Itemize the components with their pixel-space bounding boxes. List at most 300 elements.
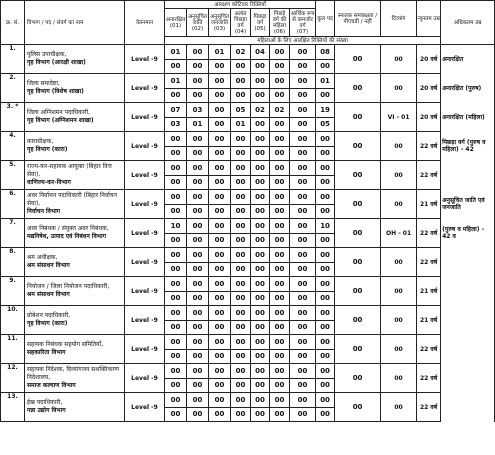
row-cat-value: 00 [270,74,290,89]
category-header-5 [251,9,270,37]
row-total: 00 [316,161,335,176]
row-total: 00 [316,248,335,263]
row-note [441,277,495,306]
row-cat-value: 00 [251,74,270,89]
category-code: (07) [296,28,309,35]
col-max-age-header: अधिकतम उम्र [441,1,495,45]
row-post [25,335,125,364]
row-disability: 00 [381,74,417,103]
row-women-value: 00 [187,89,209,103]
row-cat-value: 00 [187,277,209,292]
women-reservation-note: महिलाओं के लिए आरक्षित रिक्तियों की संख्या [165,37,441,45]
row-serial: 10. [1,306,25,335]
row-women-value: 00 [165,205,187,219]
row-pay-level: Level -9 [125,45,165,74]
category-code: (05) [254,25,266,32]
row-total: 10 [316,219,335,234]
row-women-value: 00 [165,292,187,306]
row-post-name: सहायक निबंधक सहयोग समितियाँ, [27,341,103,348]
row-cat-value: 00 [209,277,231,292]
row-dept-name: निर्वाचन विभाग [27,208,61,215]
row-qualification: 00 [335,306,381,335]
row-dept-name: गृह विभाग (कारा) [27,320,68,327]
row-women-value: 00 [270,321,290,335]
row-serial: 7. [1,219,25,248]
row-dept-name: सहकारिता विभाग [27,349,66,356]
row-women-value: 00 [290,60,316,74]
row-total: 19 [316,103,335,118]
row-women-value: 00 [270,350,290,364]
row-cat-value: 00 [209,219,231,234]
row-women-value: 00 [209,89,231,103]
col-qualification-header: स्नातक समकक्षता / पीएचडी / नहीं [335,1,381,37]
table-row [1,103,495,118]
row-note [441,335,495,364]
row-post-name: ईख पदाधिकारी, [27,399,63,406]
row-disability: 00 [381,306,417,335]
row-qualification: 00 [335,190,381,219]
row-min-age: 20 वर्ष [417,45,441,74]
row-pay-level: Level -9 [125,103,165,132]
row-dept-name: वाणिज्य-कर-विभाग [27,179,71,186]
category-code: (04) [234,28,247,35]
category-header-7 [290,9,316,37]
row-cat-value: 00 [209,335,231,350]
row-post [25,219,125,248]
row-women-value: 00 [187,147,209,161]
row-women-value: 00 [165,147,187,161]
row-cat-value: 00 [165,248,187,263]
row-pay-level: Level -9 [125,190,165,219]
category-code: (02) [191,25,204,32]
category-code: (01) [169,22,182,29]
row-women-total: 00 [316,292,335,306]
category-label: अनुसूचित जाति [187,13,208,26]
row-dept-name: समाज कल्याण विभाग [27,382,76,389]
row-post [25,103,125,132]
row-cat-value: 05 [231,103,251,118]
row-dept-name: गृह विभाग (अग्निशमन शाखा) [27,117,94,124]
row-cat-value: 00 [165,306,187,321]
row-women-value: 00 [187,379,209,393]
row-cat-value: 00 [251,219,270,234]
row-cat-value: 07 [165,103,187,118]
row-pay-level: Level -9 [125,219,165,248]
col-dept-header: विभाग / पद / संवर्ग का नाम [25,1,125,45]
row-women-value: 00 [209,292,231,306]
row-cat-value: 00 [165,393,187,408]
row-cat-value: 03 [187,103,209,118]
col-min-age-header: न्यूनतम उम्र [417,1,441,37]
row-cat-value: 00 [251,132,270,147]
row-women-value: 00 [270,147,290,161]
row-qualification: 00 [335,277,381,306]
row-dept-name: गृह विभाग (आरक्षी शाखा) [27,59,86,66]
row-total: 00 [316,364,335,379]
category-header-2 [187,9,209,37]
row-cat-value: 00 [270,132,290,147]
row-cat-value: 00 [187,248,209,263]
row-cat-value: 00 [270,45,290,60]
row-note [441,248,495,277]
row-total: 00 [316,393,335,408]
col-disability-header: दिव्यांग [381,1,417,37]
row-disability: 00 [381,248,417,277]
row-women-value: 00 [165,263,187,277]
row-post-name: काराधीक्षक, [27,138,54,145]
row-cat-value: 00 [209,190,231,205]
row-women-value: 00 [270,263,290,277]
row-women-value: 00 [187,321,209,335]
col-reservation-header: आरक्षण कोटिवार रिक्तियाँ [165,1,316,9]
table-row [1,190,495,205]
row-women-value: 00 [290,176,316,190]
row-post-name: नियोजन / जिला नियोजन पदाधिकारी, [27,283,110,290]
row-pay-level: Level -9 [125,306,165,335]
category-label: पिछड़े वर्ग की महिला [272,10,287,29]
row-post [25,277,125,306]
row-dept-name: गृह विभाग (विशेष शाखा) [27,88,84,95]
row-women-value: 00 [187,205,209,219]
row-women-value: 00 [165,176,187,190]
row-min-age: 22 वर्ष [417,161,441,190]
row-note [441,306,495,335]
row-women-value: 00 [187,176,209,190]
row-cat-value: 00 [165,161,187,176]
row-women-value: 00 [290,321,316,335]
row-cat-value: 00 [187,132,209,147]
row-women-value: 00 [209,176,231,190]
table-row [1,306,495,321]
row-cat-value: 00 [209,161,231,176]
row-women-value: 00 [187,350,209,364]
row-serial: 5. [1,161,25,190]
category-code: (03) [213,25,226,32]
row-women-total: 00 [316,147,335,161]
row-qualification: 00 [335,45,381,74]
row-qualification: 00 [335,335,381,364]
row-pay-level: Level -9 [125,277,165,306]
row-post-name: श्रम अधीक्षक, [27,254,58,261]
row-cat-value: 00 [251,306,270,321]
row-disability: 00 [381,161,417,190]
row-cat-value: 00 [290,393,316,408]
row-cat-value: 10 [165,219,187,234]
row-disability: 00 [381,393,417,422]
row-cat-value: 00 [209,248,231,263]
row-cat-value: 04 [251,45,270,60]
row-cat-value: 00 [231,393,251,408]
row-women-value: 00 [290,408,316,422]
row-total: 00 [316,190,335,205]
col-pay-header: वेतनमान [125,1,165,45]
row-note: अनुसूचित जाति एवं जनजाति [441,190,495,219]
row-women-value: 00 [290,350,316,364]
row-women-value: 00 [231,60,251,74]
row-women-value: 00 [270,176,290,190]
row-serial: 1. [1,45,25,74]
row-cat-value: 00 [290,277,316,292]
row-post [25,74,125,103]
row-women-value: 00 [290,205,316,219]
row-pay-level: Level -9 [125,393,165,422]
col-total-header: कुल पद [316,1,335,37]
col-serial-header: क्र. सं. [1,1,25,45]
row-cat-value: 00 [209,364,231,379]
row-disability: 00 [381,132,417,161]
row-women-value: 00 [251,147,270,161]
row-cat-value: 00 [209,306,231,321]
row-pay-level: Level -9 [125,248,165,277]
row-note: (पुरुष व महिला) - 42 व [441,219,495,248]
row-cat-value: 00 [290,161,316,176]
category-header-1 [165,9,187,37]
row-women-value: 00 [251,292,270,306]
table-row [1,161,495,176]
row-post [25,161,125,190]
category-label: आर्थिक रूप से कमजोर वर्ग [290,10,315,29]
row-pay-level: Level -9 [125,132,165,161]
row-cat-value: 00 [270,393,290,408]
row-post [25,364,125,393]
row-cat-value: 00 [290,219,316,234]
row-women-value: 00 [209,147,231,161]
row-min-age: 22 वर्ष [417,132,441,161]
row-women-value: 00 [251,263,270,277]
row-women-total: 05 [316,118,335,132]
row-disability: OH - 01 [381,219,417,248]
row-min-age: 22 वर्ष [417,248,441,277]
row-total: 00 [316,335,335,350]
row-note: अनारक्षित (महिला) [441,103,495,132]
table-row [1,219,495,234]
row-cat-value: 00 [290,103,316,118]
row-cat-value: 01 [209,45,231,60]
row-women-value: 00 [165,350,187,364]
row-women-value: 00 [165,321,187,335]
row-qualification: 00 [335,132,381,161]
row-women-value: 00 [290,263,316,277]
row-women-total: 00 [316,89,335,103]
row-min-age: 20 वर्ष [417,74,441,103]
row-pay-level: Level -9 [125,364,165,393]
row-cat-value: 00 [251,190,270,205]
row-cat-value: 00 [231,306,251,321]
row-women-total: 00 [316,379,335,393]
row-women-value: 00 [209,321,231,335]
row-post [25,306,125,335]
row-women-total: 00 [316,234,335,248]
row-women-value: 00 [209,350,231,364]
row-serial: 12. [1,364,25,393]
row-total: 00 [316,277,335,292]
row-women-value: 00 [231,292,251,306]
row-women-value: 00 [187,408,209,422]
row-post [25,132,125,161]
row-post-name: सहायक निदेशक, दिव्यांगजन सशक्तिकरण निदेशालय, [27,366,119,381]
row-cat-value: 00 [231,190,251,205]
row-women-value: 00 [187,263,209,277]
row-women-total: 00 [316,205,335,219]
row-note: अनारक्षित [441,45,495,74]
row-disability: 00 [381,277,417,306]
category-label: अनारक्षित [165,16,186,23]
row-cat-value: 00 [187,335,209,350]
row-women-total: 00 [316,350,335,364]
row-women-value: 00 [270,205,290,219]
row-women-value: 00 [209,60,231,74]
row-women-value: 00 [209,205,231,219]
row-cat-value: 00 [270,190,290,205]
table-row [1,74,495,89]
row-min-age: 22 वर्ष [417,364,441,393]
row-cat-value: 00 [290,45,316,60]
row-women-value: 00 [231,350,251,364]
row-cat-value: 00 [187,393,209,408]
row-women-value: 00 [209,408,231,422]
row-qualification: 00 [335,248,381,277]
category-code: (06) [273,28,286,35]
row-cat-value: 00 [209,132,231,147]
row-cat-value: 00 [270,306,290,321]
row-post [25,190,125,219]
row-serial: 13. [1,393,25,422]
row-cat-value: 00 [165,277,187,292]
row-min-age: 22 वर्ष [417,219,441,248]
row-post [25,393,125,422]
row-cat-value: 00 [165,364,187,379]
row-women-value: 00 [165,379,187,393]
row-women-value: 00 [231,408,251,422]
row-cat-value: 00 [270,335,290,350]
row-cat-value: 00 [290,364,316,379]
row-total: 01 [316,74,335,89]
row-dept-name: श्रम संसाधन विभाग [27,262,70,269]
row-cat-value: 02 [270,103,290,118]
row-post-name: जिला समादेष्टा, [27,80,60,87]
row-cat-value: 00 [290,306,316,321]
row-women-value: 00 [270,60,290,74]
row-cat-value: 00 [290,335,316,350]
row-women-value: 00 [209,118,231,132]
category-label: अत्यंत पिछड़ा वर्ग [234,10,247,29]
row-dept-name: गन्ना उद्योग विभाग [27,407,66,414]
row-cat-value: 00 [187,306,209,321]
row-serial: 9. [1,277,25,306]
row-cat-value: 00 [270,364,290,379]
row-cat-value: 00 [209,103,231,118]
row-cat-value: 00 [251,161,270,176]
row-disability: 00 [381,335,417,364]
row-qualification: 00 [335,364,381,393]
row-cat-value: 00 [187,364,209,379]
row-cat-value: 00 [251,277,270,292]
row-min-age: 20 वर्ष [417,103,441,132]
row-women-value: 00 [231,263,251,277]
row-women-total: 00 [316,263,335,277]
row-disability: 00 [381,190,417,219]
row-cat-value: 00 [290,190,316,205]
category-header-4 [231,9,251,37]
row-dept-name: श्रम संसाधन विभाग [27,291,70,298]
row-total: 08 [316,45,335,60]
row-qualification: 00 [335,103,381,132]
row-min-age: 21 वर्ष [417,190,441,219]
row-women-value: 00 [209,234,231,248]
row-cat-value: 00 [251,393,270,408]
row-serial: 6. [1,190,25,219]
row-women-value: 00 [251,234,270,248]
row-cat-value: 00 [165,335,187,350]
row-cat-value: 00 [187,219,209,234]
row-serial: 3. * [1,103,25,132]
table-row [1,248,495,263]
row-post-name: राज्य-कर-सहायक आयुक्त (बिहार वित्त सेवा), [27,163,112,178]
row-women-value: 00 [251,205,270,219]
row-women-total: 00 [316,60,335,74]
row-women-value: 00 [290,234,316,248]
row-post-name: अवर निबंधक / संयुक्त अवर निबंधक, [27,225,109,232]
row-women-value: 00 [165,60,187,74]
row-women-value: 00 [270,89,290,103]
row-women-value: 00 [231,379,251,393]
row-min-age: 22 वर्ष [417,393,441,422]
row-women-value: 00 [290,118,316,132]
row-total: 00 [316,306,335,321]
row-min-age: 21 वर्ष [417,277,441,306]
row-women-value: 00 [290,292,316,306]
row-post-name: अवर निर्वाचन पदाधिकारी (बिहार निर्वाचन सेवा), [27,192,117,207]
row-women-value: 00 [231,234,251,248]
row-women-total: 00 [316,321,335,335]
row-cat-value: 00 [290,248,316,263]
row-cat-value: 02 [231,45,251,60]
row-women-value: 00 [251,60,270,74]
row-women-value: 00 [209,379,231,393]
row-cat-value: 00 [231,335,251,350]
row-cat-value: 00 [290,74,316,89]
row-women-value: 00 [290,147,316,161]
row-serial: 2. [1,74,25,103]
row-cat-value: 00 [231,277,251,292]
row-women-value: 00 [231,89,251,103]
row-serial: 8. [1,248,25,277]
row-women-value: 00 [270,379,290,393]
row-post-name: प्रोबेशन पदाधिकारी, [27,312,71,319]
category-label: पिछड़ा वर्ग [253,13,267,26]
row-dept-name: गृह विभाग (कारा) [27,146,68,153]
row-pay-level: Level -9 [125,161,165,190]
row-women-value: 00 [231,147,251,161]
row-women-value: 00 [290,89,316,103]
table-row [1,277,495,292]
row-serial: 11. [1,335,25,364]
row-min-age: 21 वर्ष [417,306,441,335]
row-cat-value: 00 [251,248,270,263]
row-serial: 4. [1,132,25,161]
row-women-value: 00 [165,408,187,422]
row-pay-level: Level -9 [125,335,165,364]
row-cat-value: 00 [187,45,209,60]
row-women-total: 00 [316,408,335,422]
row-cat-value: 00 [231,219,251,234]
row-post-name: पुलिस उपाधीक्षक, [27,51,67,58]
row-cat-value: 00 [187,74,209,89]
row-women-value: 00 [165,89,187,103]
row-qualification: 00 [335,74,381,103]
row-women-value: 00 [270,408,290,422]
row-pay-level: Level -9 [125,74,165,103]
